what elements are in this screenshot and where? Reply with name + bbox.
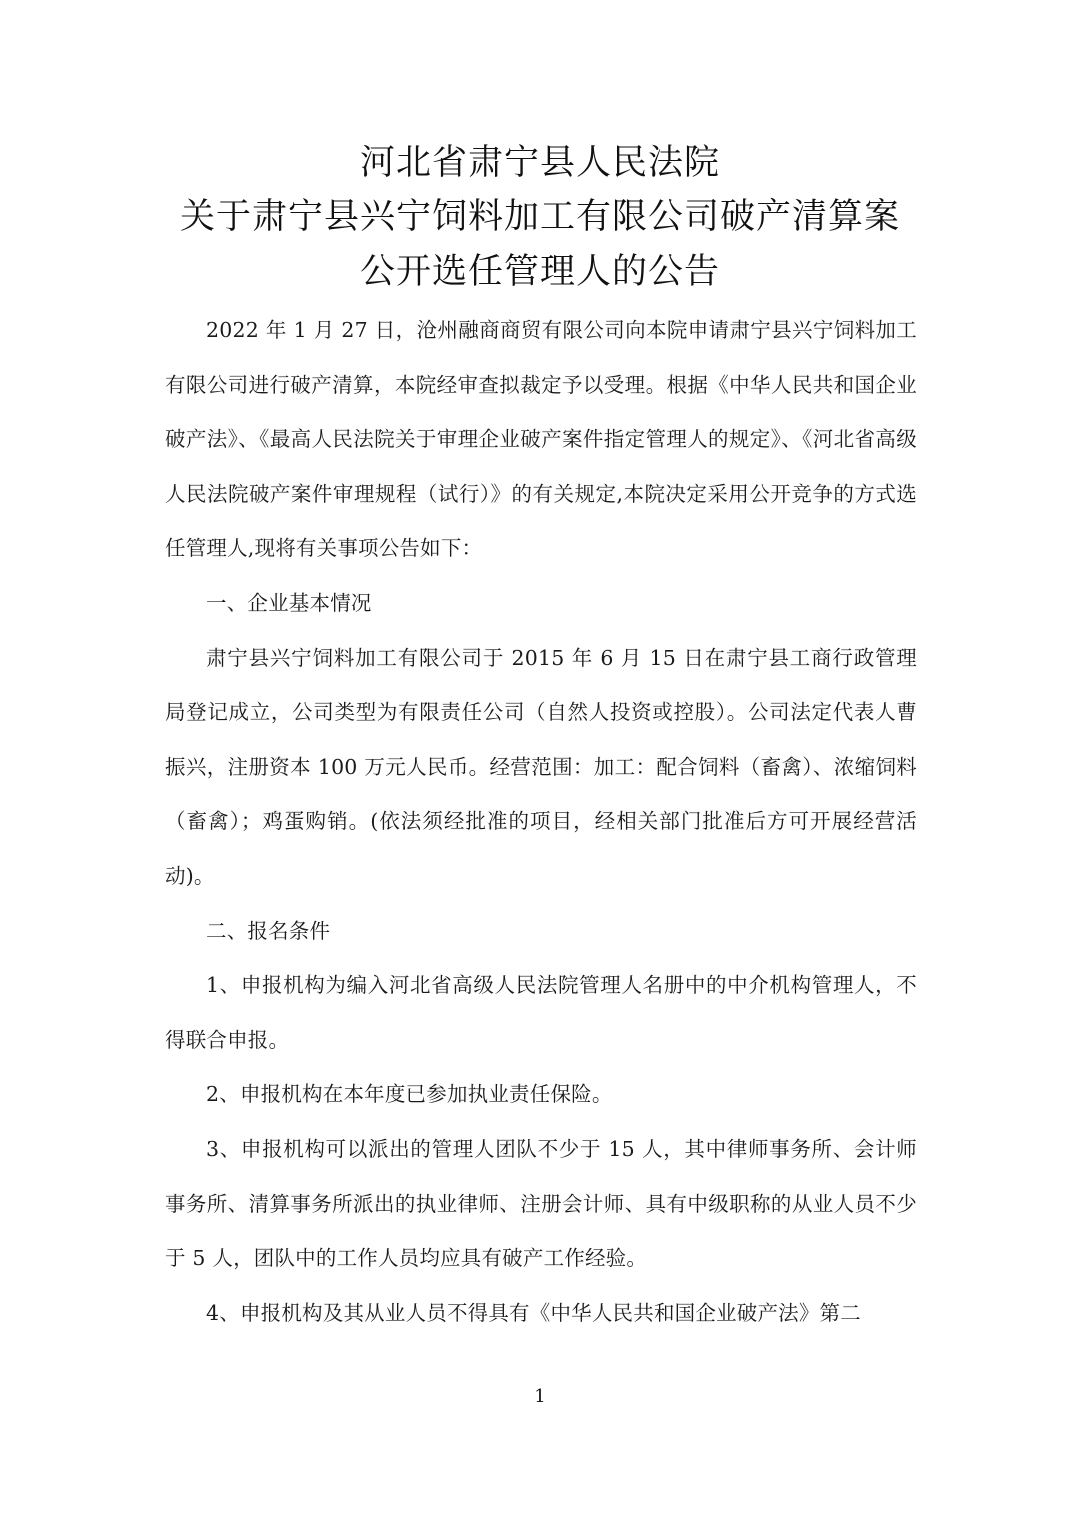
intro-paragraph: 2022 年 1 月 27 日，沧州融商商贸有限公司向本院申请肃宁县兴宁饲料加工有限公司进行破产清算，本院经审查拟裁定予以受理。根据《中华人民共和国企业破产法》、《最高人民法院关于审理企业破产案件指定管理人的规定》、《河北省高级人民法院破产案件审理规程（试行）》的有关规定,本院决定采用公开竞争的方式选任管理人,现将有关事项公告如下： (165, 318, 917, 561)
document-title-line-3: 公开选任管理人的公告 (359, 252, 720, 292)
condition-item: 4、申报机构及其从业人员不得具有《中华人民共和国企业破产法》第二 (206, 1300, 861, 1325)
document-title-line-2: 关于肃宁县兴宁饲料加工有限公司破产清算案 (179, 197, 900, 237)
section-1-paragraph: 肃宁县兴宁饲料加工有限公司于 2015 年 6 月 15 日在肃宁县工商行政管理局登记成立，公司类型为有限责任公司（自然人投资或控股）。公司法定代表人曹振兴，注册资本 100 万元人民币。经营范围：加工：配合饲料（畜禽）、浓缩饲料（畜禽）；鸡蛋购销。(依法须经批准的项目，经相关部门批准后方可开展经营活动)。 (165, 645, 917, 888)
section-2-heading: 二、报名条件 (206, 918, 331, 943)
condition-item: 3、申报机构可以派出的管理人团队不少于 15 人，其中律师事务所、会计师事务所、清算事务所派出的执业律师、注册会计师、具有中级职称的从业人员不少于 5 人，团队中的工作人员均应具有破产工作经验。 (165, 1136, 917, 1271)
page-number: 1 (534, 1386, 546, 1407)
condition-item: 1、申报机构为编入河北省高级人民法院管理人名册中的中介机构管理人，不得联合申报。 (165, 973, 917, 1052)
condition-item: 2、申报机构在本年度已参加执业责任保险。 (206, 1082, 613, 1107)
document-title-line-1: 河北省肃宁县人民法院 (359, 143, 720, 183)
document-body (165, 303, 917, 1340)
section-1-heading: 一、企业基本情况 (206, 590, 372, 615)
